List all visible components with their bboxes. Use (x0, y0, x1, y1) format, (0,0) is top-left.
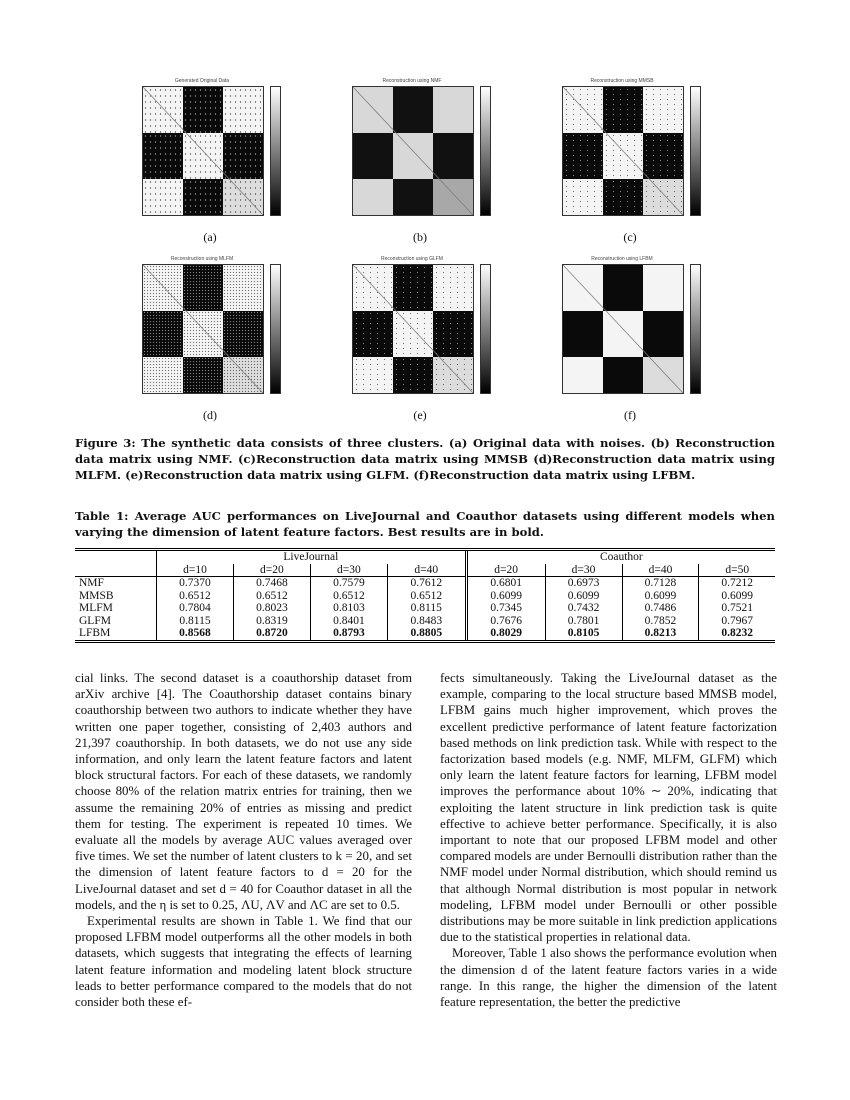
paragraph: Moreover, Table 1 also shows the performance evolution when the dimension d of the latent feature factors varies in a wide range. In this range, the higher the dimension of the latent feature representation, the better the predictive (440, 946, 777, 1010)
colorbar (690, 264, 701, 394)
auc-cell: 0.7804 (157, 602, 234, 615)
table-row (75, 590, 775, 603)
panel-title: Reconstruction using MLFM (170, 256, 234, 262)
table-dim-header-row (75, 564, 775, 577)
auc-cell: 0.8029 (466, 627, 545, 641)
colorbar (690, 86, 701, 216)
auc-cell: 0.8105 (545, 627, 622, 641)
dim-header: d=30 (310, 564, 387, 577)
auc-cell: 0.8720 (233, 627, 310, 641)
panel-title: Generated Original Data (174, 78, 230, 84)
auc-cell: 0.6512 (157, 590, 234, 603)
panel-title: Reconstruction using MMSB (590, 78, 654, 84)
body-left-column (75, 670, 412, 1010)
body-right-column (440, 670, 777, 1010)
auc-cell: 0.6801 (466, 577, 545, 590)
auc-cell: 0.7852 (622, 615, 699, 628)
paragraph: fects simultaneously. Taking the LiveJournal dataset as the example, comparing to the local structure based MMSB model, LFBM gains much higher improvement, which proves the excellent predictive performance of latent feature factorization based methods on link prediction task. While with respect to the factorization based models (e.g. NMF, MLFM, GLFM) which only learn the latent feature factors for learning, LFBM model improves the performance about 10% ∼ 20%, indicating that exploiting the latent structure in link prediction task is quite effective to achieve better performance. Specifically, it is also important to note that our proposed LFBM model and other compared models are under Bernoulli distribution rather than the NMF model under Normal distribution, which should remind us that although Normal distribution is most popular in network modeling, LFBM model under Bernoulli or other possible distributions may be more suitable in link prediction applications due to the statistical properties in relational data. (440, 671, 777, 945)
auc-cell: 0.8483 (410, 614, 443, 627)
dim-header: d=50 (699, 564, 775, 577)
diagonal-line (563, 265, 683, 393)
table-row (75, 627, 775, 641)
paragraph: Experimental results are shown in Table 1. We find that our proposed LFBM model outperforms all the other models in both datasets, which suggests that integrating the effects of learning latent feature information and modeling latent block structure leads to better performance compared to the models that do not consider both these ef- (75, 914, 412, 1010)
auc-cell: 0.8793 (310, 627, 387, 641)
auc-cell: 0.7212 (721, 577, 754, 589)
auc-cell: 0.6973 (545, 577, 622, 590)
panel-caption: (f) (624, 408, 636, 422)
auc-cell: 0.8115 (410, 602, 442, 614)
figure-3 (130, 78, 730, 423)
group-header-coauthor: Coauthor (466, 550, 775, 564)
figure-caption: Figure 3: The synthetic data consists of three clusters. (a) Original data with noises. (b) Reconstruction data matrix using NMF. (c)Reconstruction data matrix using MMSB (d)Reconstruction data matrix using MLFM. (e)Reconstruction data matrix using GLFM. (f)Reconstruction data matrix using LFBM. (75, 436, 775, 482)
panel-caption: (a) (203, 230, 217, 244)
model-name: LFBM (75, 627, 157, 641)
auc-cell: 0.8568 (157, 627, 234, 641)
colorbar (480, 264, 491, 394)
auc-cell: 0.8401 (310, 615, 387, 628)
table-caption: Table 1: Average AUC performances on LiveJournal and Coauthor datasets using different models when varying the dimension of latent feature factors. Best results are in bold. (75, 509, 775, 539)
group-header-livejournal: LiveJournal (157, 550, 467, 564)
colorbar (270, 86, 281, 216)
model-name: MLFM (75, 602, 157, 615)
dim-header: d=20 (233, 564, 310, 577)
model-name: MMSB (75, 590, 157, 603)
auc-cell: 0.7468 (233, 577, 310, 590)
panel-caption: (d) (203, 408, 217, 422)
auc-cell: 0.6099 (466, 590, 545, 603)
auc-cell: 0.7486 (622, 602, 699, 615)
heatmap-image (142, 86, 264, 216)
panel-title: Reconstruction using LFBM (591, 256, 653, 262)
diagonal-line (143, 87, 263, 215)
model-name: NMF (75, 577, 157, 590)
dim-header: d=20 (466, 564, 545, 577)
table-row (75, 577, 775, 590)
dim-header: d=30 (545, 564, 622, 577)
auc-cell: 0.6512 (233, 590, 310, 603)
auc-cell: 0.8232 (699, 627, 775, 641)
auc-cell: 0.6512 (310, 590, 387, 603)
auc-cell: 0.6099 (545, 590, 622, 603)
auc-cell: 0.7579 (310, 577, 387, 590)
colorbar (270, 264, 281, 394)
auc-cell: 0.7967 (721, 614, 754, 627)
panel-title: Reconstruction using GLFM (381, 256, 443, 262)
panel-title: Reconstruction using NMF (382, 78, 442, 84)
auc-cell: 0.8115 (157, 615, 234, 628)
auc-cell: 0.7345 (466, 602, 545, 615)
auc-cell: 0.7801 (545, 615, 622, 628)
heatmap-image (352, 86, 474, 216)
table-group-header-row (75, 550, 775, 564)
auc-cell: 0.6099 (721, 589, 754, 602)
heatmap-image (562, 86, 684, 216)
auc-cell: 0.6512 (410, 589, 443, 602)
heatmap-image (142, 264, 264, 394)
auc-cell: 0.7676 (466, 615, 545, 628)
auc-cell: 0.8023 (233, 602, 310, 615)
model-name: GLFM (75, 615, 157, 628)
dim-header: d=40 (387, 564, 466, 577)
panel-caption: (b) (413, 230, 427, 244)
panel-caption: (c) (623, 230, 637, 244)
panel-caption: (e) (413, 408, 427, 422)
table-row (75, 602, 775, 615)
diagonal-line (563, 87, 683, 215)
diagonal-line (143, 265, 263, 393)
table-row (75, 615, 775, 628)
auc-cell: 0.8805 (387, 627, 466, 641)
diagonal-line (353, 265, 473, 393)
auc-cell: 0.8319 (233, 615, 310, 628)
auc-cell: 0.8103 (310, 602, 387, 615)
paragraph: cial links. The second dataset is a coauthorship dataset from arXiv archive [4]. The Coauthorship dataset contains binary coauthorship between two authors to indicate whether they have written one paper together, consisting of 2,403 authors and 21,397 coauthorship. In both datasets, we do not use any side information, and only learn the latent feature factors and latent block structural factors. For each of these datasets, we randomly choose 80% of the relation matrix entries for training, then we assume the remaining 20% of entries as missing and predict them for testing. The experiment is repeated 10 times. We evaluate all the models by average AUC values averaged over five times. We set the number of latent clusters to k = 20, and set the dimension of latent feature factors to d = 20 for the LiveJournal dataset and set d = 40 for Coauthor dataset in all the models, and the η is set to 0.25, ΛU, ΛV and ΛC are set to 0.5. (75, 671, 412, 912)
auc-cell: 0.6099 (622, 590, 699, 603)
diagonal-line (353, 87, 473, 215)
auc-cell: 0.7432 (545, 602, 622, 615)
auc-table (75, 548, 775, 643)
auc-cell: 0.7370 (157, 577, 234, 590)
colorbar (480, 86, 491, 216)
dim-header: d=40 (622, 564, 699, 577)
heatmap-image (352, 264, 474, 394)
auc-cell: 0.7521 (721, 602, 754, 614)
auc-cell: 0.7612 (410, 577, 443, 589)
dim-header: d=10 (157, 564, 234, 577)
heatmap-image (562, 264, 684, 394)
auc-cell: 0.7128 (622, 577, 699, 590)
auc-cell: 0.8213 (622, 627, 699, 641)
